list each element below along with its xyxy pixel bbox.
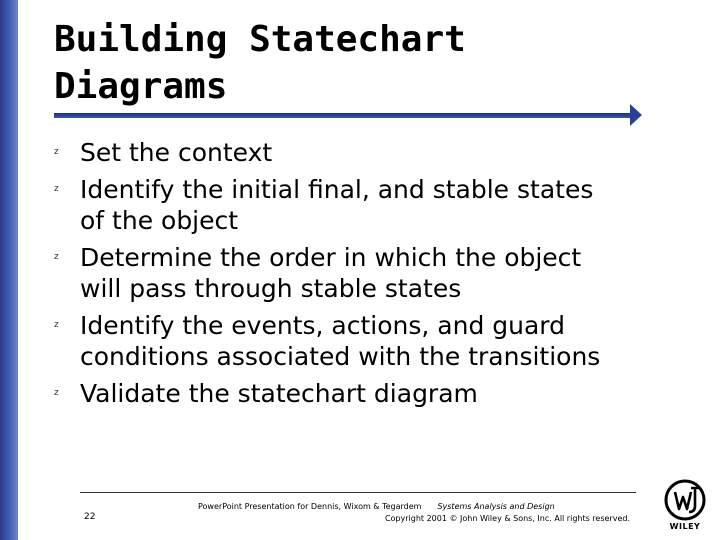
bullet-list: [54, 137, 694, 415]
bullet-item: [54, 378, 694, 409]
bullet-item: [54, 242, 694, 304]
bullet-text: Validate the statechart diagram: [80, 379, 478, 408]
page-number: 22: [84, 512, 96, 522]
title-underline: [54, 113, 632, 118]
footer-copyright: Copyright 2001 © John Wiley & Sons, Inc. All rights reserved.: [384, 514, 630, 523]
bullet-item: [54, 174, 694, 236]
left-accent-bar: [0, 0, 18, 540]
bullet-text-continuation: of the object: [80, 206, 239, 235]
bullet-marker-icon: z: [54, 320, 59, 330]
bullet-text: Set the context: [80, 138, 273, 167]
bullet-marker-icon: z: [54, 184, 59, 194]
wiley-seal-icon: [662, 478, 708, 524]
title-line-1: Building Statechart: [54, 19, 466, 60]
bullet-text: Determine the order in which the object: [80, 243, 582, 272]
bullet-text-continuation: will pass through stable states: [80, 274, 462, 303]
bullet-marker-icon: z: [54, 388, 59, 398]
footer-credit: [198, 502, 555, 512]
bullet-text: Identify the events, actions, and guard: [80, 311, 566, 340]
slide-title: [54, 16, 466, 110]
wiley-logo: [662, 478, 708, 534]
footer-course-title: Systems Analysis and Design: [437, 502, 555, 511]
footer-presentation-text: PowerPoint Presentation for Dennis, Wixom & Tegardem: [198, 502, 422, 511]
bullet-item: [54, 310, 694, 372]
title-underline-arrow-tip: [630, 104, 642, 126]
logo-wordmark: WILEY: [669, 522, 701, 531]
bullet-marker-icon: z: [54, 147, 59, 157]
title-line-2: Diagrams: [54, 66, 228, 107]
bullet-marker-icon: z: [54, 252, 59, 262]
bullet-text-continuation: conditions associated with the transitions: [80, 342, 601, 371]
bullet-text: Identify the initial final, and stable states: [80, 175, 594, 204]
footer-divider: [80, 492, 636, 493]
bullet-item: [54, 137, 694, 168]
